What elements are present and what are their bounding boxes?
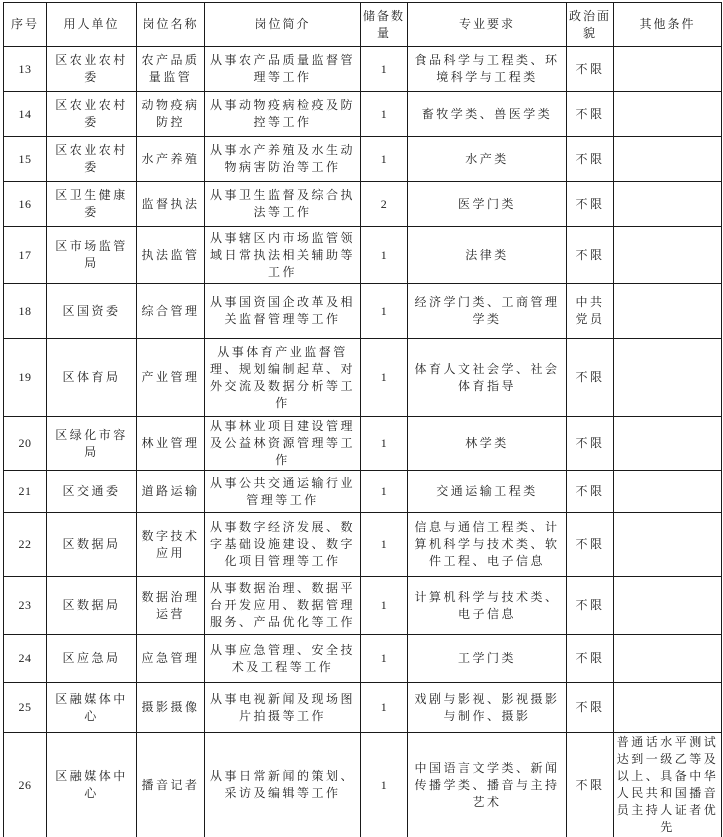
cell-description: 从事水产养殖及水生动物病害防治等工作 [205, 137, 361, 182]
cell-employer: 区应急局 [47, 635, 137, 683]
cell-other: 普通话水平测试达到一级乙等及以上、具备中华人民共和国播音员主持人证者优先 [614, 733, 722, 837]
cell-other [614, 513, 722, 577]
cell-quantity: 1 [361, 47, 408, 92]
cell-quantity: 1 [361, 577, 408, 635]
column-header-no: 序号 [4, 3, 47, 47]
column-header-employer: 用人单位 [47, 3, 137, 47]
cell-quantity: 1 [361, 284, 408, 339]
cell-no: 13 [4, 47, 47, 92]
cell-political: 不限 [567, 417, 614, 471]
cell-employer: 区农业农村委 [47, 47, 137, 92]
cell-description: 从事林业项目建设管理及公益林资源管理等工作 [205, 417, 361, 471]
cell-employer: 区数据局 [47, 577, 137, 635]
cell-employer: 区数据局 [47, 513, 137, 577]
cell-no: 26 [4, 733, 47, 837]
cell-employer: 区卫生健康委 [47, 182, 137, 227]
table-row [4, 47, 722, 92]
cell-other [614, 339, 722, 417]
cell-major: 林学类 [408, 417, 567, 471]
cell-no: 15 [4, 137, 47, 182]
cell-no: 19 [4, 339, 47, 417]
cell-major: 水产类 [408, 137, 567, 182]
table-row [4, 577, 722, 635]
cell-other [614, 577, 722, 635]
cell-quantity: 2 [361, 182, 408, 227]
cell-political: 不限 [567, 47, 614, 92]
header-row [4, 3, 722, 47]
cell-political: 不限 [567, 137, 614, 182]
column-header-other: 其他条件 [614, 3, 722, 47]
cell-political: 不限 [567, 513, 614, 577]
cell-other [614, 471, 722, 513]
cell-position: 数据治理运营 [137, 577, 205, 635]
cell-quantity: 1 [361, 683, 408, 733]
cell-major: 经济学门类、工商管理学类 [408, 284, 567, 339]
cell-political: 不限 [567, 733, 614, 837]
cell-position: 数字技术应用 [137, 513, 205, 577]
cell-position: 林业管理 [137, 417, 205, 471]
cell-major: 体育人文社会学、社会体育指导 [408, 339, 567, 417]
cell-quantity: 1 [361, 513, 408, 577]
cell-position: 应急管理 [137, 635, 205, 683]
cell-other [614, 284, 722, 339]
table-row [4, 182, 722, 227]
cell-description: 从事数字经济发展、数字基础设施建设、数字化项目管理等工作 [205, 513, 361, 577]
cell-political: 不限 [567, 471, 614, 513]
cell-description: 从事卫生监督及综合执法等工作 [205, 182, 361, 227]
cell-political: 不限 [567, 339, 614, 417]
cell-no: 24 [4, 635, 47, 683]
cell-no: 18 [4, 284, 47, 339]
cell-no: 22 [4, 513, 47, 577]
cell-description: 从事日常新闻的策划、采访及编辑等工作 [205, 733, 361, 837]
cell-major: 医学门类 [408, 182, 567, 227]
cell-quantity: 1 [361, 733, 408, 837]
cell-description: 从事辖区内市场监管领域日常执法相关辅助等工作 [205, 227, 361, 284]
cell-description: 从事体育产业监督管理、规划编制起草、对外交流及数据分析等工作 [205, 339, 361, 417]
cell-employer: 区市场监管局 [47, 227, 137, 284]
cell-employer: 区农业农村委 [47, 92, 137, 137]
cell-position: 执法监管 [137, 227, 205, 284]
cell-other [614, 137, 722, 182]
cell-quantity: 1 [361, 417, 408, 471]
table-row [4, 733, 722, 837]
cell-quantity: 1 [361, 92, 408, 137]
cell-other [614, 635, 722, 683]
table-body [4, 47, 722, 837]
cell-quantity: 1 [361, 635, 408, 683]
table-row [4, 92, 722, 137]
table-row [4, 635, 722, 683]
cell-other [614, 417, 722, 471]
cell-quantity: 1 [361, 227, 408, 284]
cell-description: 从事公共交通运输行业管理等工作 [205, 471, 361, 513]
cell-major: 中国语言文学类、新闻传播学类、播音与主持艺术 [408, 733, 567, 837]
column-header-position: 岗位名称 [137, 3, 205, 47]
cell-employer: 区交通委 [47, 471, 137, 513]
table-row [4, 513, 722, 577]
cell-description: 从事国资国企改革及相关监督管理等工作 [205, 284, 361, 339]
cell-description: 从事电视新闻及现场图片拍摄等工作 [205, 683, 361, 733]
cell-position: 道路运输 [137, 471, 205, 513]
table-row [4, 339, 722, 417]
cell-no: 23 [4, 577, 47, 635]
cell-description: 从事农产品质量监督管理等工作 [205, 47, 361, 92]
table-row [4, 417, 722, 471]
column-header-quantity: 储备数量 [361, 3, 408, 47]
cell-employer: 区农业农村委 [47, 137, 137, 182]
cell-other [614, 182, 722, 227]
cell-description: 从事应急管理、安全技术及工程等工作 [205, 635, 361, 683]
cell-description: 从事动物疫病检疫及防控等工作 [205, 92, 361, 137]
cell-major: 畜牧学类、兽医学类 [408, 92, 567, 137]
cell-political: 不限 [567, 683, 614, 733]
cell-no: 25 [4, 683, 47, 733]
cell-major: 交通运输工程类 [408, 471, 567, 513]
table-row [4, 227, 722, 284]
cell-political: 不限 [567, 182, 614, 227]
cell-position: 动物疫病防控 [137, 92, 205, 137]
column-header-description: 岗位简介 [205, 3, 361, 47]
cell-other [614, 683, 722, 733]
cell-political: 中共党员 [567, 284, 614, 339]
cell-no: 21 [4, 471, 47, 513]
cell-quantity: 1 [361, 471, 408, 513]
table-row [4, 137, 722, 182]
cell-position: 播音记者 [137, 733, 205, 837]
cell-no: 16 [4, 182, 47, 227]
cell-major: 信息与通信工程类、计算机科学与技术类、软件工程、电子信息 [408, 513, 567, 577]
column-header-major: 专业要求 [408, 3, 567, 47]
cell-position: 水产养殖 [137, 137, 205, 182]
column-header-political: 政治面貌 [567, 3, 614, 47]
cell-no: 14 [4, 92, 47, 137]
cell-position: 综合管理 [137, 284, 205, 339]
cell-political: 不限 [567, 577, 614, 635]
cell-quantity: 1 [361, 137, 408, 182]
cell-description: 从事数据治理、数据平台开发应用、数据管理服务、产品优化等工作 [205, 577, 361, 635]
recruitment-table [3, 2, 722, 837]
cell-political: 不限 [567, 227, 614, 284]
cell-political: 不限 [567, 635, 614, 683]
cell-position: 摄影摄像 [137, 683, 205, 733]
cell-major: 戏剧与影视、影视摄影与制作、摄影 [408, 683, 567, 733]
cell-position: 农产品质量监管 [137, 47, 205, 92]
cell-other [614, 47, 722, 92]
cell-major: 工学门类 [408, 635, 567, 683]
cell-no: 17 [4, 227, 47, 284]
cell-major: 法律类 [408, 227, 567, 284]
cell-employer: 区绿化市容局 [47, 417, 137, 471]
cell-employer: 区体育局 [47, 339, 137, 417]
cell-position: 监督执法 [137, 182, 205, 227]
cell-major: 食品科学与工程类、环境科学与工程类 [408, 47, 567, 92]
table-row [4, 471, 722, 513]
cell-position: 产业管理 [137, 339, 205, 417]
cell-other [614, 227, 722, 284]
table-row [4, 683, 722, 733]
table-row [4, 284, 722, 339]
cell-other [614, 92, 722, 137]
cell-political: 不限 [567, 92, 614, 137]
cell-employer: 区融媒体中心 [47, 683, 137, 733]
cell-quantity: 1 [361, 339, 408, 417]
cell-no: 20 [4, 417, 47, 471]
cell-employer: 区融媒体中心 [47, 733, 137, 837]
cell-major: 计算机科学与技术类、电子信息 [408, 577, 567, 635]
cell-employer: 区国资委 [47, 284, 137, 339]
